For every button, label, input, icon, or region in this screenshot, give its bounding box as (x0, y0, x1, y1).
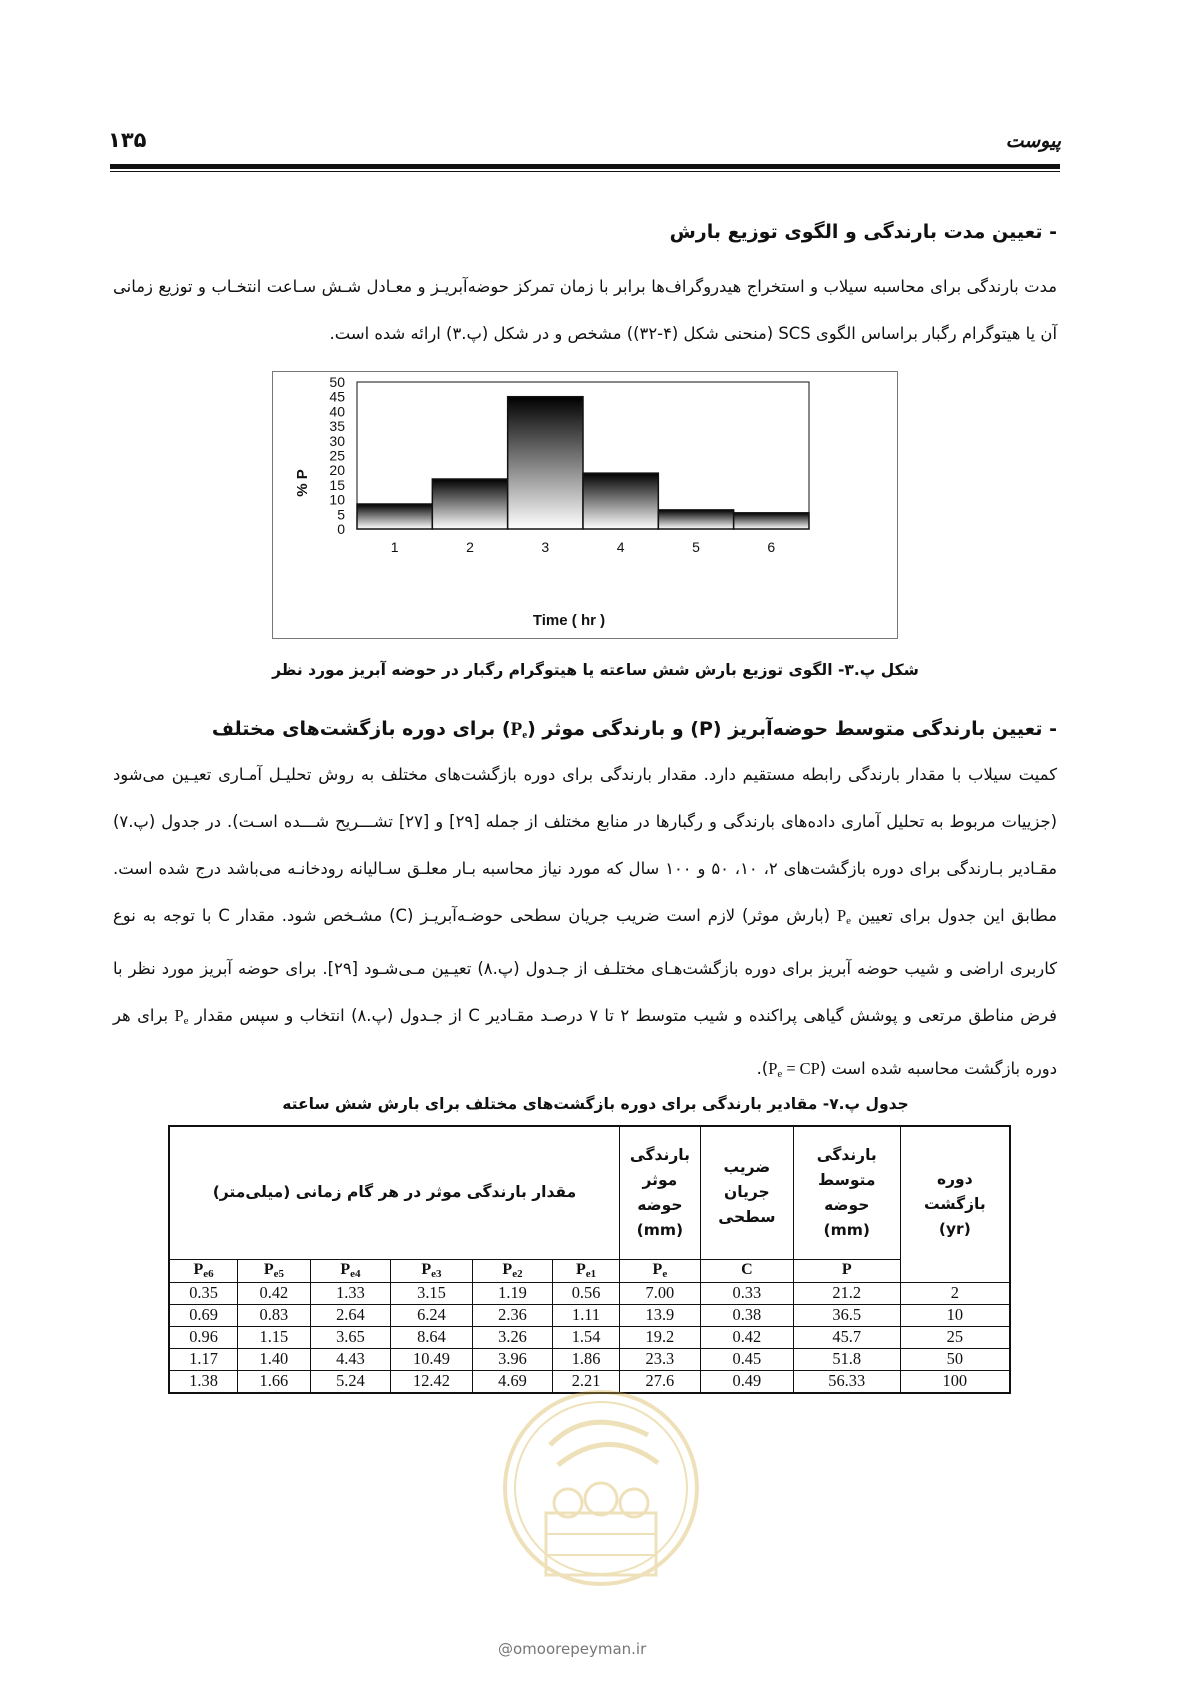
y-tick-label: 40 (329, 403, 345, 420)
heading-text-a: - تعیین بارندگی متوسط حوضه‌آبریز (P) و بارندگی موثر ( (527, 718, 1057, 740)
watermark-seal (498, 1385, 704, 1645)
table-cell: 0.69 (169, 1304, 238, 1326)
y-tick-label: 30 (329, 432, 345, 449)
figure-caption: شکل پ.۳- الگوی توزیع بارش شش ساعته یا هیتوگرام رگبار در حوضه آبریز مورد نظر (272, 661, 919, 679)
y-tick-label: 45 (329, 388, 345, 405)
symbol-subscript: e5 (273, 1268, 284, 1280)
heading-text-b: ) برای دوره بازگشت‌های مختلف (211, 718, 511, 740)
running-title: پیوست (1005, 130, 1061, 152)
symbol-subscript: e2 (512, 1268, 523, 1280)
header-effective-rainfall: بارندگی موثر حوضه (mm) (619, 1126, 700, 1259)
pe-subscript: e (846, 915, 851, 927)
table-cell: 3.26 (472, 1326, 553, 1348)
table-cell: 4.69 (472, 1370, 553, 1393)
paragraph-rainfall (113, 751, 1057, 1098)
table-cell: 50 (900, 1348, 1010, 1370)
table-cell: 0.38 (700, 1304, 793, 1326)
symbol-letter: P (652, 1261, 663, 1278)
table-cell: 7.00 (619, 1282, 700, 1304)
symbol-header (238, 1259, 311, 1282)
table-cell: 13.9 (619, 1304, 700, 1326)
table-cell: 2.64 (310, 1304, 391, 1326)
table-cell: 100 (900, 1370, 1010, 1393)
y-tick-label: 10 (329, 491, 345, 508)
page-number: ۱۳۵ (108, 128, 147, 152)
symbol-letter: P (263, 1261, 274, 1278)
table-row (169, 1348, 1010, 1370)
heading-symbol: P (510, 719, 523, 740)
paragraph-part-4: ). (756, 1059, 769, 1078)
x-tick-label: 4 (616, 539, 625, 555)
x-tick-label: 1 (390, 539, 399, 555)
header-runoff-coefficient: ضریب جریان سطحی (700, 1126, 793, 1259)
paragraph-part-3: برای هر دوره بازگشت محاسبه شده است ( (113, 1006, 1057, 1078)
table-cell: 4.43 (310, 1348, 391, 1370)
seal-inner-ring (515, 1402, 687, 1574)
y-tick-label: 50 (329, 374, 345, 390)
pe-subscript: e (183, 1015, 189, 1027)
bar-hour-3 (508, 397, 583, 529)
bar-hour-4 (583, 473, 658, 529)
table-cell: 1.11 (553, 1304, 620, 1326)
header-rule-thick (110, 164, 1060, 169)
y-tick-label: 0 (337, 521, 345, 537)
symbol-subscript: e4 (350, 1268, 361, 1280)
table-cell: 0.56 (553, 1282, 620, 1304)
table-cell: 1.33 (310, 1282, 391, 1304)
symbol-letter: C (741, 1261, 753, 1278)
table-cell: 0.35 (169, 1282, 238, 1304)
symbol-subscript: e1 (585, 1268, 597, 1280)
table-cell: 2.36 (472, 1304, 553, 1326)
table-header-row (169, 1126, 1010, 1259)
y-tick-label: 35 (329, 418, 345, 435)
symbol-letter: P (193, 1261, 204, 1278)
table-cell: 3.96 (472, 1348, 553, 1370)
table-cell: 1.38 (169, 1370, 238, 1393)
symbol-header (553, 1259, 620, 1282)
symbol-letter: P (502, 1261, 513, 1278)
table-cell: 10 (900, 1304, 1010, 1326)
symbol-letter: P (340, 1261, 351, 1278)
y-tick-label: 15 (329, 476, 345, 493)
formula-rhs: = CP (782, 1059, 820, 1078)
bar-hour-2 (432, 479, 507, 529)
table-row (169, 1282, 1010, 1304)
symbol-letter: P (421, 1261, 432, 1278)
formula (768, 1059, 820, 1078)
table-cell: 1.86 (553, 1348, 620, 1370)
y-tick-label: 5 (337, 506, 345, 523)
table-cell: 36.5 (793, 1304, 900, 1326)
table-cell: 3.65 (310, 1326, 391, 1348)
symbol-header (310, 1259, 391, 1282)
symbol-header (793, 1259, 900, 1282)
table-cell: 8.64 (391, 1326, 473, 1348)
paragraph-part-2: (بارش موثر) لازم است ضریب جریان سطحی حوضـه‌آبریـز (C) مشـخص شود. مقدار C با توجه به نوع کاربری اراضی و شیب حوضه آبریز برای دوره بازگشت‌هـای مختلـف از جـدول (پ.۸) تعیـین مـی‌شـود [۲۹]. برای حوضه آبریز مورد نظر با فرض مناطق مرتعی و پوشش گیاهی پراکنده و شیب متوسط ۲ تا ۷ درصـد مقـادیر C از جـدول (پ.۸) انتخاب و سپس مقدار (113, 906, 1057, 1025)
table-cell: 6.24 (391, 1304, 473, 1326)
table-cell: 27.6 (619, 1370, 700, 1393)
symbol-subscript: e (662, 1268, 668, 1280)
table-cell: 45.7 (793, 1326, 900, 1348)
table-cell: 56.33 (793, 1370, 900, 1393)
symbol-letter: P (841, 1261, 852, 1278)
table-cell: 10.49 (391, 1348, 473, 1370)
symbol-header (619, 1259, 700, 1282)
table-row (169, 1304, 1010, 1326)
table-cell: 2 (900, 1282, 1010, 1304)
table-caption: جدول پ.۷- مقادیر بارندگی برای دوره بازگشت‌های مختلف برای بارش شش ساعته (282, 1095, 909, 1113)
table-cell: 21.2 (793, 1282, 900, 1304)
symbol-header (169, 1259, 238, 1282)
symbol-header (391, 1259, 473, 1282)
hyetograph-chart (273, 372, 897, 638)
section-heading-rainfall (212, 718, 1057, 741)
watermark-site: @omoorepeyman.ir (498, 1640, 647, 1658)
table-cell: 25 (900, 1326, 1010, 1348)
table-cell: 1.66 (238, 1370, 311, 1393)
header-rule-thin (110, 171, 1060, 172)
table-cell: 0.42 (238, 1282, 311, 1304)
table-cell: 1.40 (238, 1348, 311, 1370)
table-cell: 5.24 (310, 1370, 391, 1393)
formula-subscript: e (777, 1068, 783, 1080)
paragraph-duration: مدت بارندگی برای محاسبه سیلاب و استخراج هیدروگراف‌ها برابر با زمان تمرکز حوضه‌آبریـز و معـادل شـش سـاعت انتخـاب و توزیع زمانی آن یا هیتوگرام رگبار براساس الگوی SCS (منحنی شکل (۴-۳۲)) مشخص و در شکل (پ.۳) ارائه شده است. (113, 277, 1057, 343)
table-cell: 2.21 (553, 1370, 620, 1393)
table-cell: 0.83 (238, 1304, 311, 1326)
formula-lhs: P (768, 1059, 778, 1078)
seal-gear-icon (585, 1483, 617, 1515)
bar-hour-5 (658, 510, 733, 529)
table-cell: 1.15 (238, 1326, 311, 1348)
table-cell: 23.3 (619, 1348, 700, 1370)
table-cell: 1.54 (553, 1326, 620, 1348)
pe-symbol: P (836, 906, 847, 925)
y-tick-label: 25 (329, 447, 345, 464)
bar-hour-1 (357, 504, 432, 529)
table-cell: 19.2 (619, 1326, 700, 1348)
symbol-subscript: e6 (203, 1268, 214, 1280)
symbol-subscript: e3 (431, 1268, 442, 1280)
pe-symbol: P (174, 1006, 184, 1025)
paragraph-part-1: کمیت سیلاب با مقدار بارندگی رابطه مستقیم دارد. مقدار بارندگی برای دوره بازگشت‌های مختلف به روش تحلیـل آمـاری تعیـین می‌شود (جزییات مربوط به تحلیل آماری داده‌های بارندگی و رگبارها در منابع مختلف از جمله [۲۹] و [۲۷] تشـــریح شـــده اسـت). در جدول (پ.۷) مقـادیر بـارندگی برای دوره بازگشت‌های ۲، ۱۰، ۵۰ و ۱۰۰ سال که مورد نیاز محاسبه بـار معلـق سـالیانه رودخانـه می‌باشد درج شده است. مطابق این جدول برای تعیین (113, 765, 1058, 925)
table-cell: 0.96 (169, 1326, 238, 1348)
x-tick-label: 2 (466, 539, 474, 555)
x-tick-label: 3 (541, 539, 550, 555)
table-cell: 51.8 (793, 1348, 900, 1370)
symbol-letter: P (575, 1261, 586, 1278)
table-row (169, 1326, 1010, 1348)
header-effective-steps: مقدار بارندگی موثر در هر گام زمانی (میلی‌متر) (169, 1126, 619, 1259)
table-cell: 0.45 (700, 1348, 793, 1370)
hyetograph-figure (272, 371, 898, 639)
symbol-header (472, 1259, 553, 1282)
x-tick-label: 6 (767, 539, 776, 555)
symbol-header (700, 1259, 793, 1282)
x-axis-label: Time ( hr ) (532, 612, 606, 629)
x-tick-label: 5 (692, 539, 700, 555)
section-heading-duration: - تعیین مدت بارندگی و الگوی توزیع بارش (669, 221, 1057, 243)
heading-subscript: e (522, 729, 528, 741)
seal-calligraphy (550, 1422, 658, 1465)
table-cell: 0.42 (700, 1326, 793, 1348)
table-cell: 3.15 (391, 1282, 473, 1304)
y-axis-label: % P (294, 469, 311, 497)
bar-hour-6 (734, 513, 809, 529)
table-cell: 1.19 (472, 1282, 553, 1304)
header-mean-rainfall: بارندگی متوسط حوضه (mm) (793, 1126, 900, 1259)
table-cell: 0.49 (700, 1370, 793, 1393)
y-tick-label: 20 (329, 462, 345, 479)
table-symbol-row (169, 1259, 1010, 1282)
table-cell: 12.42 (391, 1370, 473, 1393)
rainfall-table (168, 1125, 1011, 1394)
table-cell: 1.17 (169, 1348, 238, 1370)
header-return-period: دوره بازگشت (yr) (900, 1126, 1010, 1282)
table-cell: 0.33 (700, 1282, 793, 1304)
